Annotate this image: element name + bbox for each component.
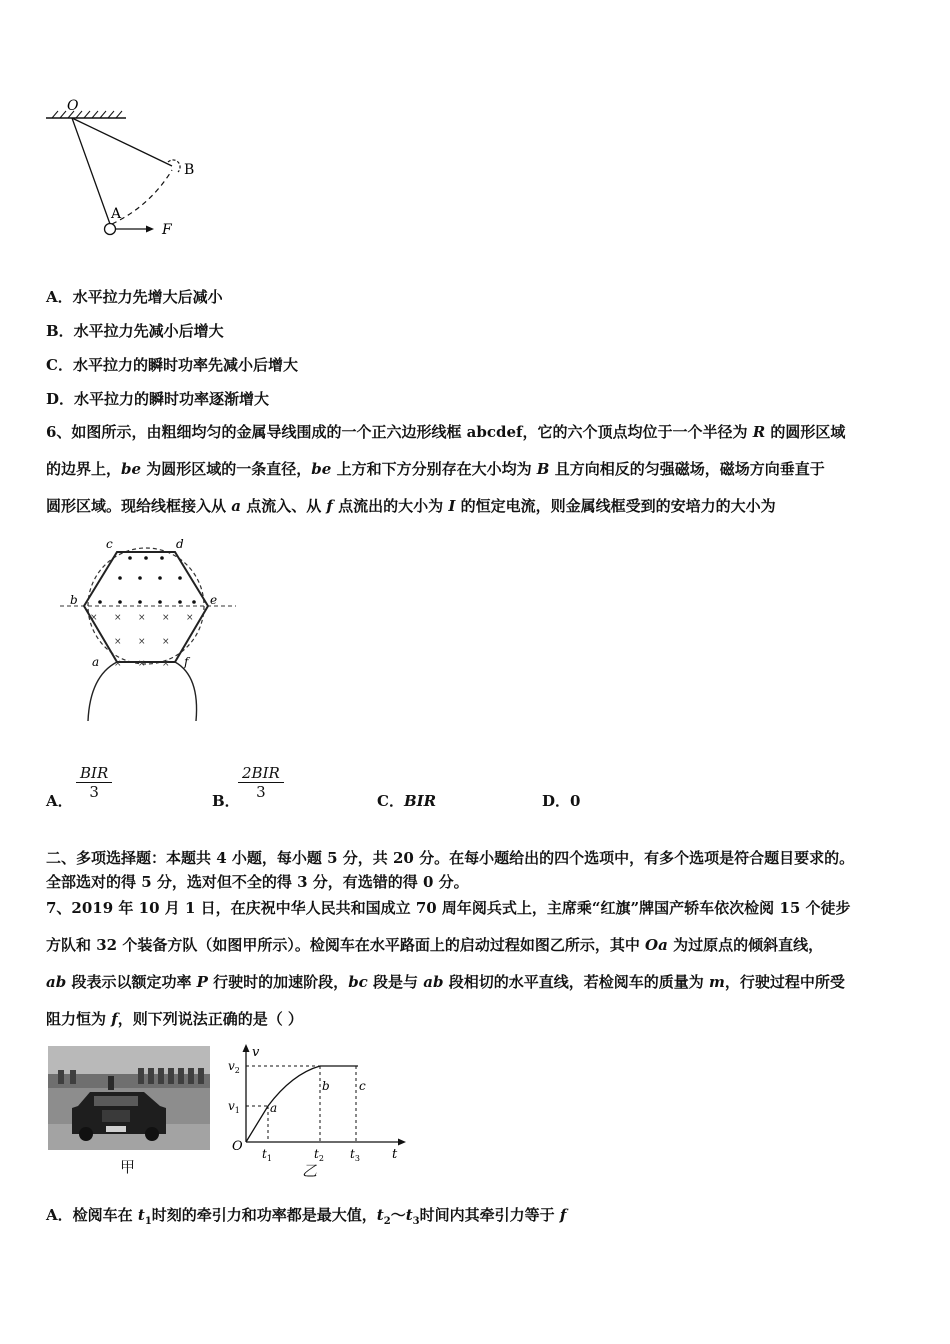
q6-line-3: 圆形区域。现给线框接入从 a 点流入、从 f 点流出的大小为 I 的恒定电流，则金属线框受到的安培力的大小为	[46, 497, 776, 515]
q7-line-2: 方队和 32 个装备方队（如图甲所示）。检阅车在水平路面上的启动过程如图乙所示，其中 Oa 为过原点的倾斜直线，	[46, 936, 824, 954]
t2-label: $t_2$	[314, 1147, 324, 1163]
section-2-heading: 二、多项选择题：本题共 4 小题，每小题 5 分，共 20 分。在每小题给出的四个选项中，有多个选项是符合题目要求的。 全部选对的得 5 分，选对但不全的得 3 分，有选错的得 0 分。	[46, 849, 855, 891]
q5-option-b[interactable]: B．水平拉力先减小后增大	[46, 322, 224, 340]
q7-optA-run: 1	[144, 1216, 152, 1227]
origin-label: O	[232, 1139, 243, 1154]
svg-text:×: ×	[138, 613, 146, 623]
svg-text:×: ×	[138, 659, 146, 669]
vertex-d: d	[176, 537, 184, 551]
v2-label: $v_2$	[228, 1059, 240, 1075]
q7-line3-run: ab	[423, 973, 444, 991]
svg-text:×: ×	[162, 637, 170, 647]
vertex-f: f	[184, 655, 189, 669]
point-a-label: a	[270, 1101, 278, 1115]
svg-text:×: ×	[114, 637, 122, 647]
q7-optA-run: f	[559, 1206, 567, 1224]
q7-line3-run: 行驶时的加速阶段，	[207, 973, 349, 991]
q7-line3-run: P	[196, 973, 208, 991]
vertex-e: e	[210, 593, 218, 607]
label-B: B	[184, 162, 195, 178]
q7-line-3	[46, 964, 906, 1001]
v1-label: $v_1$	[228, 1099, 240, 1115]
q7-optA-run: 时间内其牵引力等于	[419, 1206, 560, 1224]
label-F: F	[162, 222, 172, 238]
svg-text:×: ×	[114, 659, 122, 669]
q7-optA-run: t	[405, 1206, 413, 1224]
q6-stem	[46, 414, 906, 525]
q6-line-2: 的边界上，be 为圆形区域的一条直径，be 上方和下方分别存在大小均为 B 且方向相反的匀强磁场，磁场方向垂直于	[46, 460, 825, 478]
q7-optA-run: 时刻的牵引力和功率都是最大值，	[151, 1206, 377, 1224]
q7-optA-run: A．检阅车在	[46, 1206, 138, 1224]
point-c-label: c	[359, 1079, 366, 1093]
q6-line-1: 6、如图所示，由粗细均匀的金属导线围成的一个正六边形线框 abcdef，它的六个顶点均位于一个半径为 R 的圆形区域	[46, 423, 846, 441]
pendulum-figure	[40, 96, 220, 246]
q6-option-b[interactable]: B．	[212, 792, 240, 810]
label-O: O	[67, 98, 79, 114]
parade-car-photo	[48, 1046, 210, 1150]
q6-option-d[interactable]: D．0	[542, 792, 581, 810]
q7-line3-run: ab	[46, 973, 67, 991]
svg-text:×: ×	[186, 613, 194, 623]
svg-text:×: ×	[138, 637, 146, 647]
q5-option-c[interactable]: C．水平拉力的瞬时功率先减小后增大	[46, 356, 298, 374]
q7-optA-run: 2	[383, 1216, 391, 1227]
svg-text:×: ×	[162, 613, 170, 623]
q7-line-1: 7、2019 年 10 月 1 日，在庆祝中华人民共和国成立 70 周年阅兵式上，主席乘“红旗”牌国产轿车依次检阅 15 个徒步	[46, 899, 851, 917]
q7-line3-run: ，行驶过程中所受	[724, 973, 845, 991]
t3-label: $t_3$	[350, 1147, 360, 1163]
q6-option-c[interactable]: C．BIR	[377, 792, 437, 810]
velocity-time-graph	[222, 1040, 412, 1180]
svg-text:×: ×	[90, 613, 98, 623]
q7-stem	[46, 890, 906, 1038]
hexagon-figure	[60, 536, 250, 726]
q7-optA-run: t	[137, 1206, 145, 1224]
svg-text:×: ×	[114, 613, 122, 623]
q7-optA-run: 3	[412, 1216, 420, 1227]
q6-option-a-fraction: BIR 3	[76, 764, 112, 801]
q7-line3-run: 段是与	[367, 973, 424, 991]
t1-label: $t_1$	[262, 1147, 272, 1163]
point-b-label: b	[322, 1079, 330, 1093]
figure-label-yi: 乙	[302, 1162, 318, 1180]
vertex-b: b	[70, 593, 78, 607]
vertex-a: a	[92, 655, 100, 669]
q7-line3-run: bc	[348, 973, 368, 991]
axis-v-label: v	[252, 1045, 260, 1060]
vertex-c: c	[106, 537, 113, 551]
figure-label-jia: 甲	[120, 1158, 136, 1176]
q5-option-a[interactable]: A．水平拉力先增大后减小	[46, 288, 223, 306]
svg-text:×: ×	[162, 659, 170, 669]
q7-line3-run: 段相切的水平直线，若检阅车的质量为	[443, 973, 709, 991]
q7-optA-run: t	[376, 1206, 384, 1224]
q6-option-a[interactable]: A．	[46, 792, 73, 810]
label-A: A	[111, 206, 122, 222]
q7-line3-run: m	[708, 973, 725, 991]
q7-option-a[interactable]	[46, 1204, 566, 1227]
q7-line-4: 阻力恒为 f，则下列说法正确的是（ ）	[46, 1010, 303, 1028]
q7-optA-run: ～	[390, 1206, 406, 1224]
axis-t-label: t	[392, 1147, 398, 1162]
q5-option-d[interactable]: D．水平拉力的瞬时功率逐渐增大	[46, 390, 270, 408]
q7-line3-run: 段表示以额定功率	[66, 973, 197, 991]
q6-option-b-fraction: 2BIR 3	[238, 764, 284, 801]
